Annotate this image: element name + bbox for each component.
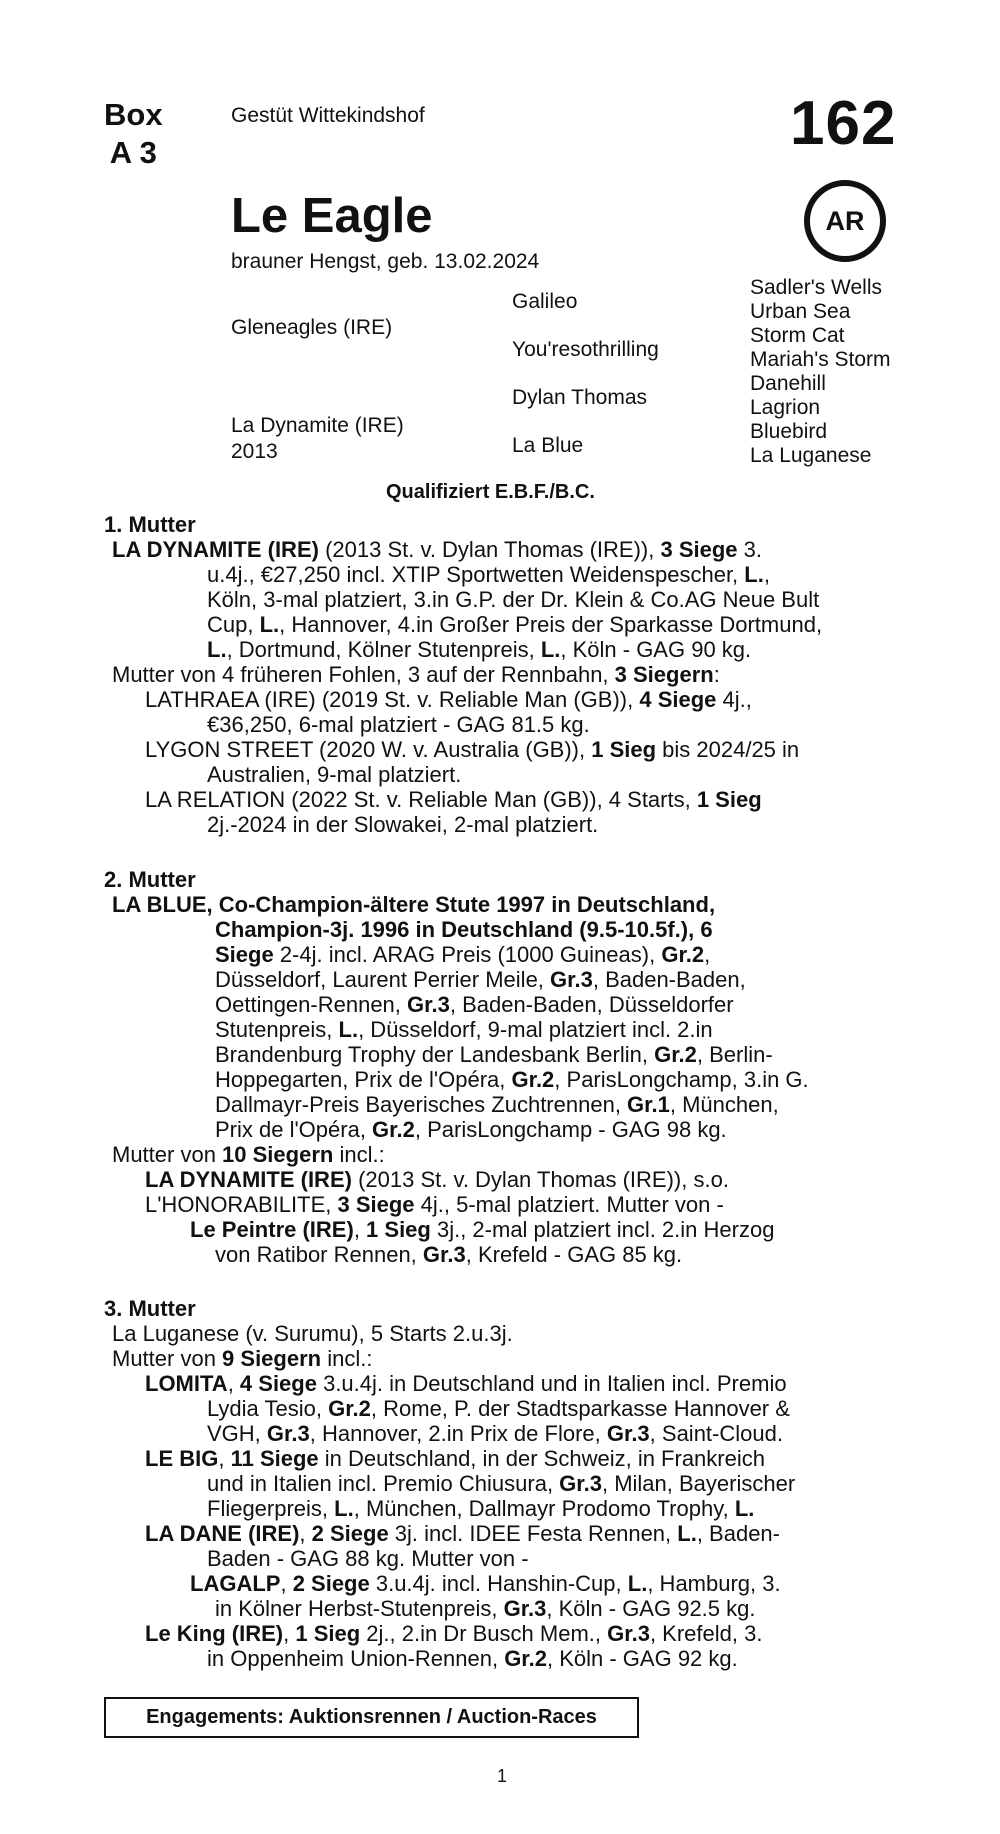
- qualification: Qualifiziert E.B.F./B.C.: [386, 481, 595, 503]
- page-number: 1: [497, 1766, 508, 1786]
- gen3-item: Danehill: [750, 372, 826, 395]
- pedigree-sire-sire: Galileo: [512, 290, 578, 313]
- first-dam-line-2: u.4j., €27,250 incl. XTIP Sportwetten Weidenspescher, L.,: [207, 562, 770, 587]
- foal-lhonorabilite: L'HONORABILITE, 3 Siege 4j., 5-mal platziert. Mutter von -: [145, 1192, 724, 1217]
- gen3-item: Urban Sea: [750, 300, 851, 323]
- foal-lomita-line-3: VGH, Gr.3, Hannover, 2.in Prix de Flore, Gr.3, Saint-Cloud.: [207, 1421, 783, 1446]
- pedigree-sire-dam: You'resothrilling: [512, 338, 659, 361]
- foal-la-relation-line-2: 2j.-2024 in der Slowakei, 2-mal platziert.: [207, 812, 599, 837]
- foal-lathraea: LATHRAEA (IRE) (2019 St. v. Reliable Man (GB)), 4 Siege 4j.,: [145, 687, 752, 712]
- foal-la-relation: LA RELATION (2022 St. v. Reliable Man (GB)), 4 Starts, 1 Sieg: [145, 787, 762, 812]
- grandfoal-le-peintre-line-2: von Ratibor Rennen, Gr.3, Krefeld - GAG 85 kg.: [215, 1242, 683, 1267]
- first-dam-produce: Mutter von 4 früheren Fohlen, 3 auf der Rennbahn, 3 Siegern:: [112, 662, 720, 687]
- second-dam-line-3: Siege 2-4j. incl. ARAG Preis (1000 Guineas), Gr.2,: [215, 942, 711, 967]
- third-dam-produce: Mutter von 9 Siegern incl.:: [112, 1346, 373, 1371]
- pedigree-dam-year: 2013: [231, 440, 278, 463]
- grandfoal-lagalp: LAGALP, 2 Siege 3.u.4j. incl. Hanshin-Cup, L., Hamburg, 3.: [190, 1571, 781, 1596]
- foal-la-dynamite: LA DYNAMITE (IRE) (2013 St. v. Dylan Thomas (IRE)), s.o.: [145, 1167, 729, 1192]
- foal-le-king: Le King (IRE), 1 Sieg 2j., 2.in Dr Busch Mem., Gr.3, Krefeld, 3.: [145, 1621, 763, 1646]
- grandfoal-lagalp-line-2: in Kölner Herbst-Stutenpreis, Gr.3, Köln - GAG 92.5 kg.: [215, 1596, 756, 1621]
- box-line-2: A 3: [109, 135, 157, 170]
- foal-lygon-street-line-2: Australien, 9-mal platziert.: [207, 762, 462, 787]
- first-dam-line-1: LA DYNAMITE (IRE) (2013 St. v. Dylan Thomas (IRE)), 3 Siege 3.: [112, 537, 762, 562]
- gen3-item: Lagrion: [750, 396, 821, 419]
- ar-badge: AR: [804, 180, 886, 262]
- second-dam-line-6: Stutenpreis, L., Düsseldorf, 9-mal platziert incl. 2.in: [215, 1017, 713, 1042]
- pedigree-dam: La Dynamite (IRE): [231, 414, 404, 437]
- pedigree-sire: Gleneagles (IRE): [231, 316, 393, 339]
- foal-la-dane: LA DANE (IRE), 2 Siege 3j. incl. IDEE Festa Rennen, L., Baden-: [145, 1521, 780, 1546]
- engagements-box: Engagements: Auktionsrennen / Auction-Races: [104, 1697, 639, 1738]
- second-dam-heading: 2. Mutter: [104, 867, 196, 892]
- second-dam-name: LA BLUE: [112, 892, 207, 917]
- third-dam-heading: 3. Mutter: [104, 1296, 196, 1321]
- gen3-item: Bluebird: [750, 420, 828, 443]
- gen3-item: Storm Cat: [750, 324, 845, 347]
- foal-le-big-line-3: Fliegerpreis, L., München, Dallmayr Prodomo Trophy, L.: [207, 1496, 755, 1521]
- foal-lathraea-line-2: €36,250, 6-mal platziert - GAG 81.5 kg.: [207, 712, 590, 737]
- second-dam-line-4: Düsseldorf, Laurent Perrier Meile, Gr.3, Baden-Baden,: [215, 967, 746, 992]
- box-line-1: Box: [104, 97, 163, 132]
- second-dam-line-9: Dallmayr-Preis Bayerisches Zuchtrennen, Gr.1, München,: [215, 1092, 779, 1117]
- breeder: Gestüt Wittekindshof: [231, 104, 425, 127]
- foal-la-dane-line-2: Baden - GAG 88 kg. Mutter von -: [207, 1546, 529, 1571]
- horse-name: Le Eagle: [231, 189, 433, 243]
- catalog-number: 162: [790, 89, 897, 158]
- first-dam-line-4: Cup, L., Hannover, 4.in Großer Preis der Sparkasse Dortmund,: [207, 612, 823, 637]
- second-dam-line-1: LA BLUE, Co-Champion-ältere Stute 1997 in Deutschland,: [112, 892, 716, 917]
- third-dam-line-1: La Luganese (v. Surumu), 5 Starts 2.u.3j.: [112, 1321, 513, 1346]
- gen3-item: Sadler's Wells: [750, 276, 882, 299]
- grandfoal-le-peintre: Le Peintre (IRE), 1 Sieg 3j., 2-mal platziert incl. 2.in Herzog: [190, 1217, 775, 1242]
- second-dam-line-7: Brandenburg Trophy der Landesbank Berlin, Gr.2, Berlin-: [215, 1042, 773, 1067]
- second-dam-line-10: Prix de l'Opéra, Gr.2, ParisLongchamp - GAG 98 kg.: [215, 1117, 727, 1142]
- foal-le-king-line-2: in Oppenheim Union-Rennen, Gr.2, Köln - GAG 92 kg.: [207, 1646, 738, 1671]
- pedigree-dam-sire: Dylan Thomas: [512, 386, 648, 409]
- foal-lomita-line-2: Lydia Tesio, Gr.2, Rome, P. der Stadtsparkasse Hannover &: [207, 1396, 790, 1421]
- gen3-item: Mariah's Storm: [750, 348, 891, 371]
- foal-le-big: LE BIG, 11 Siege in Deutschland, in der Schweiz, in Frankreich: [145, 1446, 765, 1471]
- box-label: [104, 96, 163, 172]
- second-dam-line-8: Hoppegarten, Prix de l'Opéra, Gr.2, ParisLongchamp, 3.in G.: [215, 1067, 809, 1092]
- first-dam-line-5: L., Dortmund, Kölner Stutenpreis, L., Köln - GAG 90 kg.: [207, 637, 752, 662]
- first-dam-line-3: Köln, 3-mal platziert, 3.in G.P. der Dr. Klein & Co.AG Neue Bult: [207, 587, 820, 612]
- foal-le-big-line-2: und in Italien incl. Premio Chiusura, Gr.3, Milan, Bayerischer: [207, 1471, 796, 1496]
- second-dam-produce: Mutter von 10 Siegern incl.:: [112, 1142, 385, 1167]
- foal-lygon-street: LYGON STREET (2020 W. v. Australia (GB)), 1 Sieg bis 2024/25 in: [145, 737, 800, 762]
- gen3-item: La Luganese: [750, 444, 872, 467]
- second-dam-line-2: Champion-3j. 1996 in Deutschland (9.5-10.5f.), 6: [215, 917, 713, 942]
- foal-lomita: LOMITA, 4 Siege 3.u.4j. in Deutschland und in Italien incl. Premio: [145, 1371, 787, 1396]
- first-dam-name: LA DYNAMITE (IRE): [112, 537, 319, 562]
- second-dam-line-5: Oettingen-Rennen, Gr.3, Baden-Baden, Düsseldorfer: [215, 992, 734, 1017]
- horse-description: brauner Hengst, geb. 13.02.2024: [231, 250, 540, 273]
- pedigree-dam-dam: La Blue: [512, 434, 584, 457]
- first-dam-heading: 1. Mutter: [104, 512, 196, 537]
- pedigree-gen3: [750, 276, 891, 468]
